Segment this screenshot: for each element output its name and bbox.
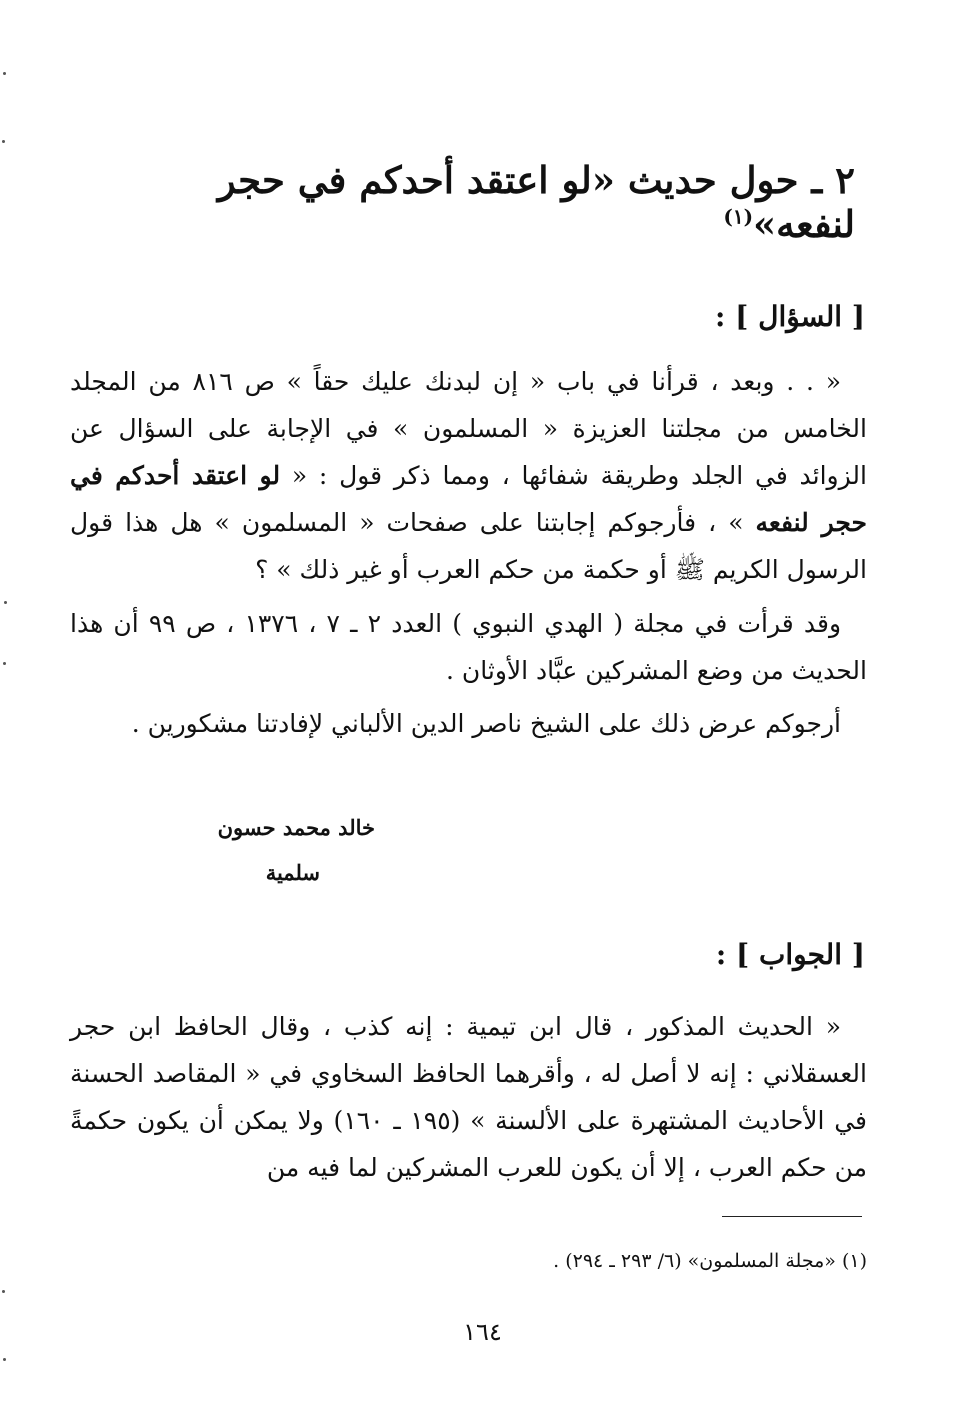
footnote-separator [722,1216,862,1217]
signature-place: سلمية [265,860,320,885]
question-paragraph-1 [70,358,867,593]
scan-speck [3,1358,6,1361]
scan-speck [2,1290,5,1293]
scan-speck [3,662,6,665]
page-title [110,158,855,246]
scan-speck [2,140,5,143]
question-paragraph-2: وقد قرأت في مجلة ( الهدي النبوي ) العدد ٢ ـ ٧ ، ١٣٧٦ ، ص ٩٩ أن هذا الحديث من وضع المشركين عبَّاد الأوثان . [70,609,867,685]
question-paragraph-1-start: « . . وبعد ، قرأنا في باب « إن لبدنك عليك حقاً » ص ٨١٦ من المجلد الخامس من مجلتنا العزيزة « المسلمون » في الإجابة على السؤال عن الزوائد في الجلد وطريقة شفائها ، ومما ذكر قول : « [70,367,867,490]
scan-speck [4,601,7,604]
answer-paragraph-1: « الحديث المذكور ، قال ابن تيمية : إنه كذب ، وقال الحافظ ابن حجر العسقلاني : إنه لا أصل له ، وأقرهما الحافظ السخاوي في « المقاصد الحسنة في الأحاديث المشتهرة على الألسنة » (١٩٥ ـ ١٦٠) ولا يمكن أن يكون حكمةً من حكم العرب ، إلا أن يكون للعرب المشركين لما فيه من [70,1012,867,1182]
answer-heading: [ الجواب ] : [715,938,865,971]
page-number: ١٦٤ [463,1318,502,1346]
title-footnote-mark: (١) [723,204,754,229]
question-paragraph-1-end: » ، فأرجوكم إجابتنا على صفحات « المسلمون » هل هذا قول الرسول الكريم ﷺ أو حكمة من حكم العرب أو غير ذلك » ؟ [70,508,867,584]
question-heading: [ السؤال ] : [715,300,865,333]
hadith-quote: لو اعتقد أحدكم في حجر لنفعه [70,461,867,537]
footnote: (١) «مجلة المسلمون» (٦/ ٢٩٣ ـ ٢٩٤) . [553,1250,867,1272]
title-text: ٢ ـ حول حديث «لو اعتقد أحدكم في حجر لنفعه» [217,158,855,246]
question-paragraph-3: أرجوكم عرض ذلك على الشيخ ناصر الدين الألباني لإفادتنا مشكورين . [131,709,841,738]
signature-name: خالد محمد حسون [217,815,375,840]
scan-speck [3,72,6,75]
